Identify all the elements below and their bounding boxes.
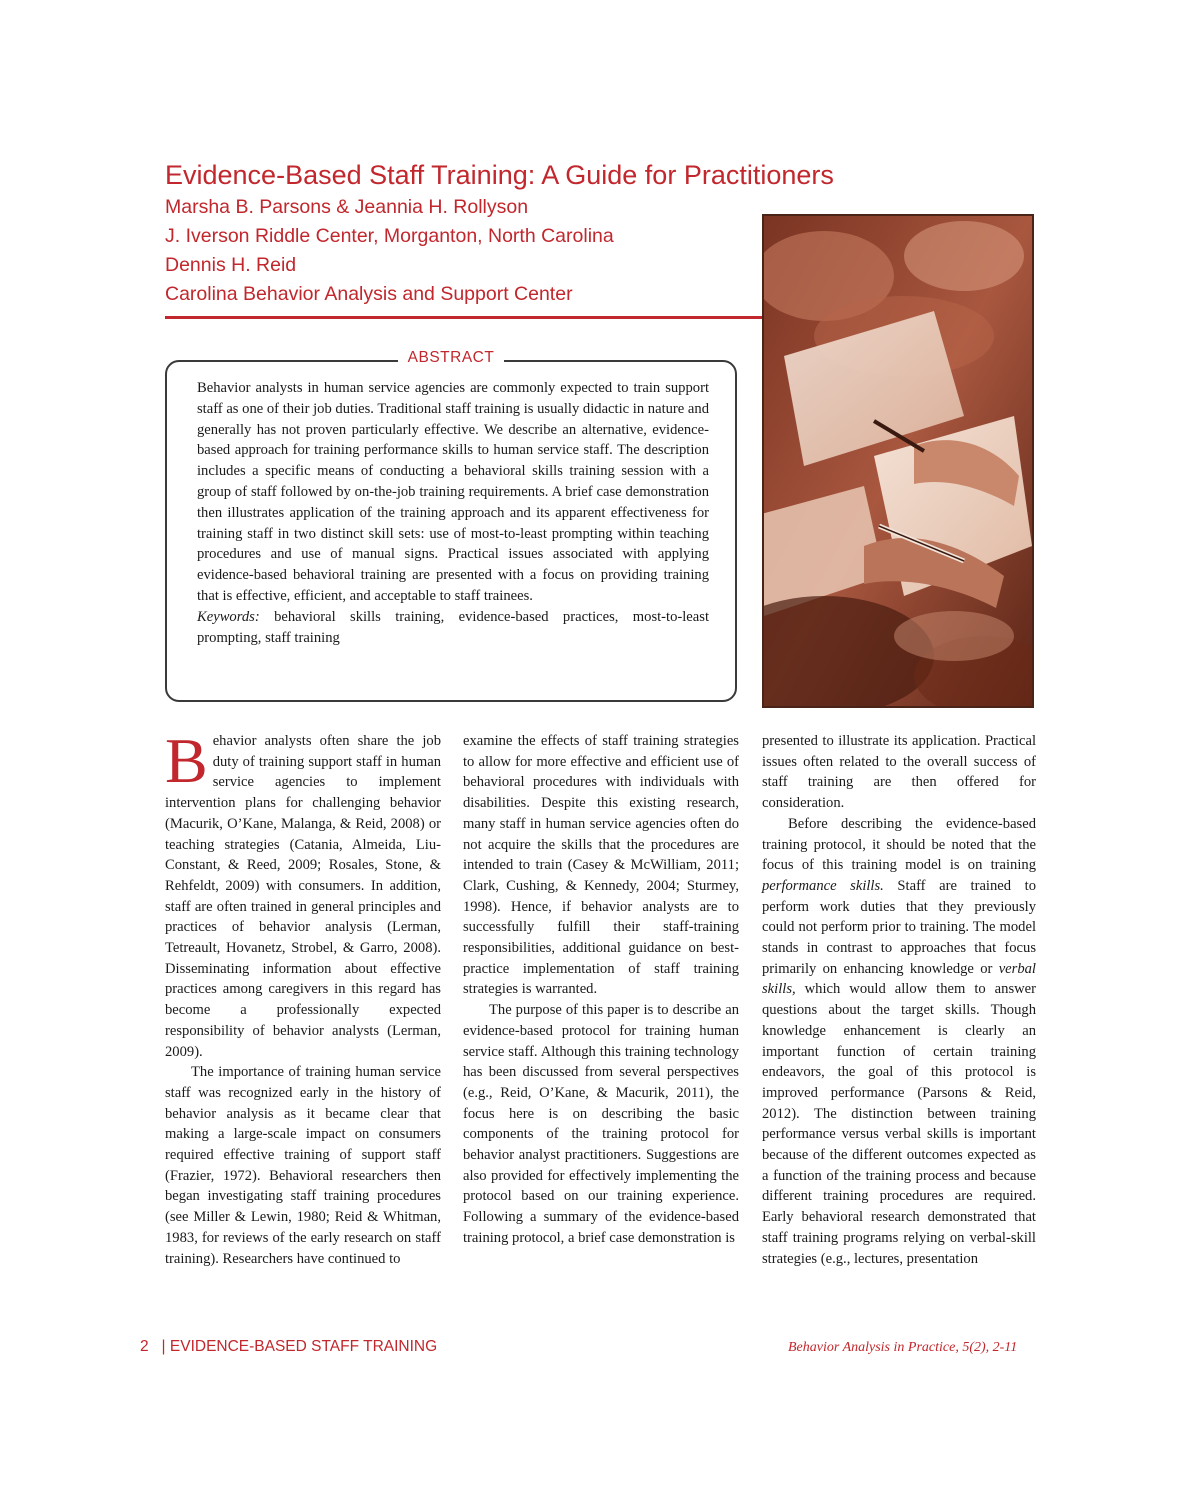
- emphasis: verbal skills,: [762, 960, 1036, 998]
- author-line: Dennis H. Reid: [165, 254, 297, 276]
- paragraph: examine the effects of staff training strategies to allow for more effective and efficient use of behavioral procedures with individuals with disabilities. Despite this existing research, many staff in human service agencies often do not acquire the skills that the procedures are intended to train (Casey & McWilliam, 2011; Clark, Cushing, & Kennedy, 2004; Sturmey, 1998). Hence, if behavior analysts are to successfully fulfill their staff-training responsibilities, additional guidance on best-practice implementation of staff training strategies is warranted.: [463, 733, 739, 998]
- affiliation-line: J. Iverson Riddle Center, Morganton, North Carolina: [165, 225, 614, 247]
- running-title: EVIDENCE-BASED STAFF TRAINING: [169, 1338, 438, 1355]
- emphasis: performance skills.: [762, 877, 884, 894]
- header-photo: [762, 214, 1034, 708]
- abstract-heading: ABSTRACT: [398, 349, 504, 367]
- paragraph: The importance of training human service staff was recognized early in the history of behavior analysis as it became clear that making a large-scale impact on consumers required effective training of support staff (Frazier, 1972). Behavioral researchers then began investigating staff training procedures (see Miller & Lewin, 1980; Reid & Whitman, 1983, for reviews of the early research on staff training). Researchers have continued to: [165, 1064, 441, 1267]
- abstract-text: [197, 378, 709, 648]
- keywords: [197, 607, 709, 649]
- body-column-1: [165, 725, 441, 1269]
- paragraph: The purpose of this paper is to describe an evidence-based protocol for training human service staff. Although this training technology has been discussed from several perspectives (e.g., Reid, O’Kane, & Macurik, 2011), the focus here is on describing the basic components of the training protocol for behavior analyst practitioners. Suggestions are also provided for effectively implementing the protocol based on our training experience. Following a summary of the evidence-based training protocol, a brief case demonstration is: [463, 1002, 739, 1246]
- body-column-2: [463, 731, 739, 1249]
- paragraph: presented to illustrate its application. Practical issues often related to the overall success of staff training are then offered for consideration.: [762, 733, 1036, 812]
- abstract-body: Behavior analysts in human service agencies are commonly expected to train support staff as one of their job duties. Traditional staff training is usually didactic in nature and generally has not proven particularly effective. We describe an alternative, evidence-based approach for training performance skills to human service staff. The description includes a specific means of conducting a behavioral skills training session with a group of staff followed by on-the-job training requirements. A brief case demonstration then illustrates application of the training approach and its apparent effectiveness for training staff in two distinct skill sets: use of most-to-least prompting within teaching procedures and use of manual signs. Practical issues associated with applying evidence-based behavioral training are presented with a focus on providing training that is effective, efficient, and acceptable to staff trainees.: [197, 380, 709, 604]
- paper-title: Evidence-Based Staff Training: A Guide for Practitioners: [165, 160, 834, 190]
- keywords-list: behavioral skills training, evidence-based practices, most-to-least prompting, staff training: [197, 608, 709, 646]
- affiliation-line: Carolina Behavior Analysis and Support Center: [165, 283, 573, 305]
- footer-running-title: 2 | EVIDENCE-BASED STAFF TRAINING: [140, 1338, 438, 1355]
- journal-citation: Behavior Analysis in Practice, 5(2), 2-11: [788, 1340, 1018, 1355]
- paragraph: Before describing the evidence-based training protocol, it should be noted that the focus of this training model is on training performance skills. Staff are trained to perform work duties that they previously could not perform prior to training. The model stands in contrast to approaches that focus primarily on enhancing knowledge or verbal skills, which would allow them to answer questions about the target skills. Though knowledge enhancement is clearly an important function of certain training endeavors, the goal of this protocol is improved performance (Parsons & Reid, 2012). The distinction between training performance versus verbal skills is important because of the different outcomes expected as a function of the training process and because different training procedures are required. Early behavioral research demonstrated that staff training programs relying on verbal-skill strategies (e.g., lectures, presentation: [762, 815, 1036, 1267]
- paragraph: Behavior analysts often share the job duty of training support staff in human service agencies to implement intervention plans for challenging behavior (Macurik, O’Kane, Malanga, & Reid, 2008) or teaching strategies (Catania, Almeida, Liu-Constant, & Reed, 2009; Rosales, Stone, & Rehfeldt, 2009) with consumers. In addition, staff are often trained in general principles and practices of behavior analysis (Lerman, Tetreault, Hovanetz, Strobel, & Garro, 2008). Disseminating information about effective practices among caregivers in this regard has become a professionally expected responsibility of behavior analysts (Lerman, 2009).: [165, 725, 441, 1060]
- keywords-label: Keywords:: [197, 608, 260, 625]
- body-column-3: [762, 731, 1036, 1269]
- page-number: 2: [140, 1338, 149, 1355]
- title-rule: [165, 316, 762, 319]
- drop-cap: B: [165, 725, 208, 796]
- author-line: Marsha B. Parsons & Jeannia H. Rollyson: [165, 196, 529, 218]
